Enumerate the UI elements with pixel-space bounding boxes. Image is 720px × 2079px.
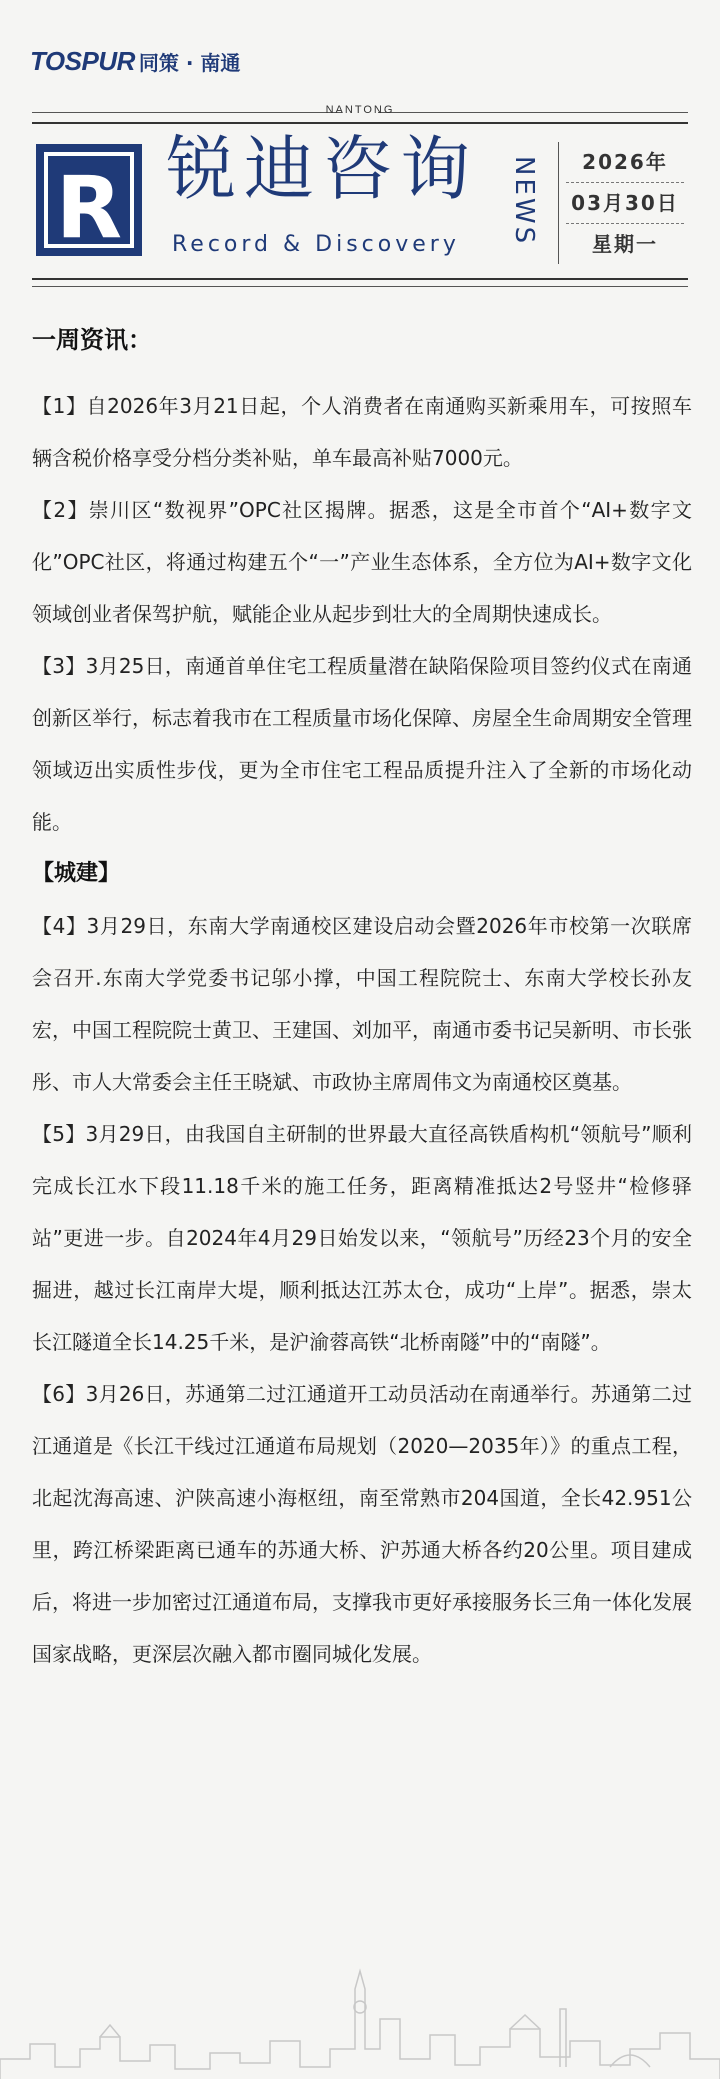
news-item: 【4】3月29日，东南大学南通校区建设启动会暨2026年市校第一次联席会召开.东南大学党委书记邬小撑，中国工程院院士、东南大学校长孙友宏，中国工程院院士黄卫、王建国、刘加平，南通市委书记吴新明、市长张彤、市人大常委会主任王晓斌、市政协主席周伟文为南通校区奠基。 — [32, 914, 692, 1094]
date-separator — [558, 142, 559, 264]
masthead-bottom-rule-thin — [32, 286, 688, 287]
news-item: 【2】崇川区“数视界”OPC社区揭牌。据悉，这是全市首个“AI+数字文化”OPC社区，将通过构建五个“一”产业生态体系，全方位为AI+数字文化领域创业者保驾护航，赋能企业从起步到壮大的全周期快速成长。 — [32, 498, 692, 626]
masthead-subtitle: Record & Discovery — [172, 232, 460, 257]
r-logo-letter: R — [55, 158, 123, 256]
issue-weekday: 星期一 — [592, 232, 658, 256]
section-subhead-urban: 【城建】 — [32, 861, 121, 886]
brand-logo — [30, 46, 240, 76]
issue-date — [566, 142, 684, 264]
city-label: NANTONG — [325, 104, 395, 116]
article-body — [32, 322, 692, 1680]
news-item: 【1】自2026年3月21日起，个人消费者在南通购买新乘用车，可按照车辆含税价格享受分档分类补贴，单车最高补贴7000元。 — [32, 394, 692, 470]
news-item: 【3】3月25日，南通首单住宅工程质量潜在缺陷保险项目签约仪式在南通创新区举行，标志着我市在工程质量市场化保障、房屋全生命周期安全管理领域迈出实质性步伐，更为全市住宅工程品质提升注入了全新的市场化动能。 — [32, 654, 692, 834]
city-skyline-illustration — [0, 1949, 720, 2079]
masthead-top-rule — [32, 122, 688, 124]
news-item: 【6】3月26日，苏通第二过江通道开工动员活动在南通举行。苏通第二过江通道是《长江干线过江通道布局规划（2020—2035年）》的重点工程，北起沈海高速、沪陕高速小海枢纽，南至常熟市204国道，全长42.951公里，跨江桥梁距离已通车的苏通大桥、沪苏通大桥各约20公里。项目建成后，将进一步加密过江通道布局，支撑我市更好承接服务长三角一体化发展国家战略，更深层次融入都市圈同城化发展。 — [32, 1382, 692, 1666]
masthead-title: 锐迪咨询 — [166, 128, 478, 210]
r-logo-icon — [36, 144, 142, 256]
masthead-bottom-rule — [32, 278, 688, 280]
issue-month-day: 03月30日 — [566, 183, 684, 224]
brand-name-en: TOSPUR — [30, 45, 135, 76]
issue-year: 2026年 — [566, 142, 684, 183]
brand-name-cn: 同策 · 南通 — [138, 50, 241, 75]
section-title: 一周资讯： — [32, 326, 152, 354]
news-vertical-label — [508, 152, 540, 262]
svg-text:NEWS: NEWS — [509, 156, 539, 247]
news-item: 【5】3月29日，由我国自主研制的世界最大直径高铁盾构机“领航号”顺利完成长江水下段11.18千米的施工任务，距离精准抵达2号竖井“检修驿站”更进一步。自2024年4月29日始发以来，“领航号”历经23个月的安全掘进，越过长江南岸大堤，顺利抵达江苏太仓，成功“上岸”。据悉，崇太长江隧道全长14.25千米，是沪渝蓉高铁“北桥南隧”中的“南隧”。 — [32, 1122, 692, 1354]
